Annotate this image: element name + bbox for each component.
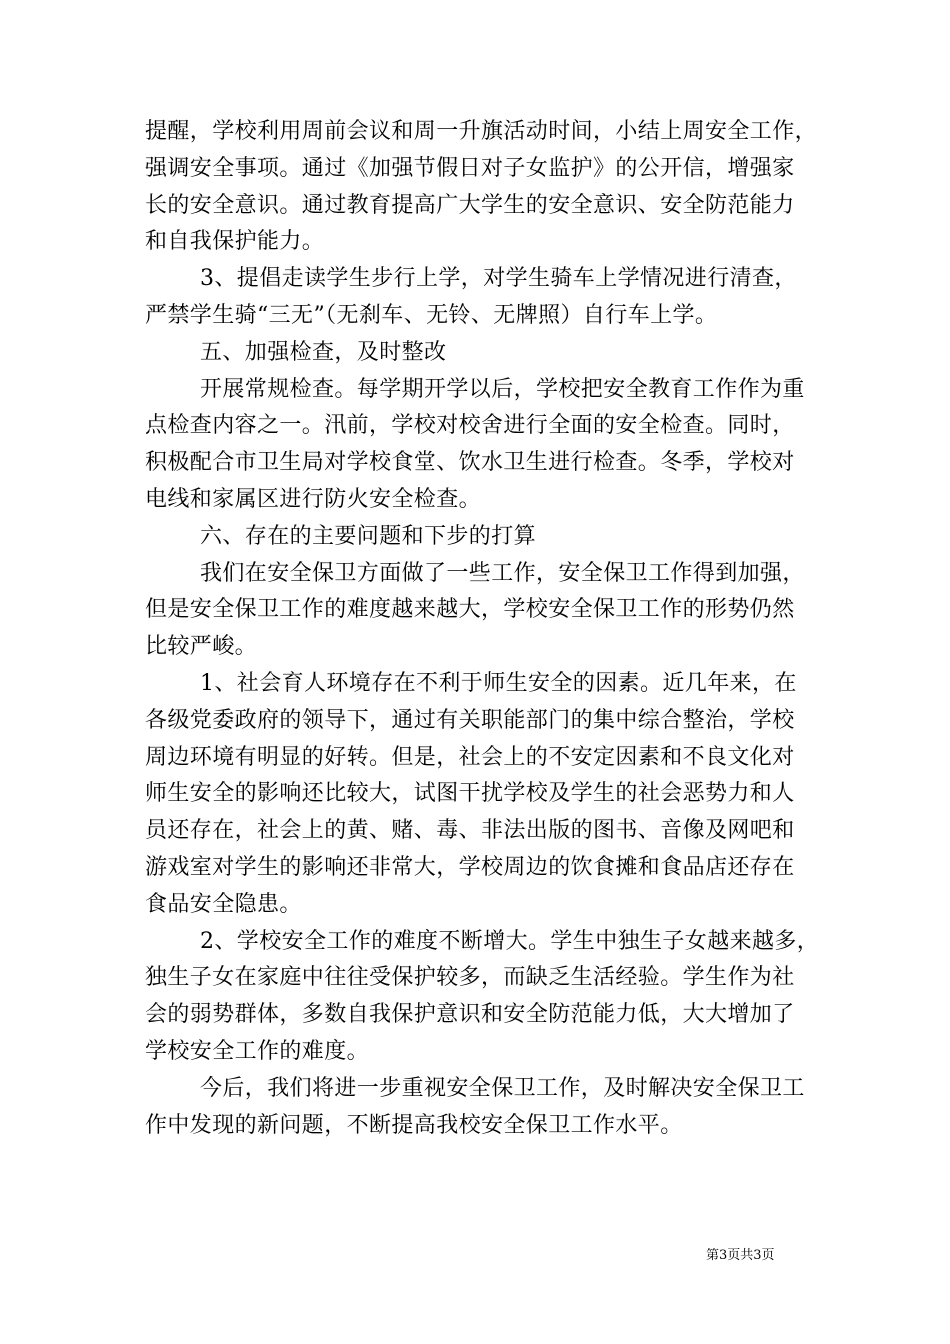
text-line: 点检查内容之一。汛前，学校对校舍进行全面的安全检查。同时， (145, 413, 795, 439)
text-line: 独生子女在家庭中往往受保护较多，而缺乏生活经验。学生作为社 (145, 965, 795, 991)
text-line: 各级党委政府的领导下，通过有关职能部门的集中综合整治，学校 (145, 707, 795, 733)
text-line: 但是安全保卫工作的难度越来越大，学校安全保卫工作的形势仍然 (145, 597, 795, 623)
text-line: 提醒，学校利用周前会议和周一升旗活动时间，小结上周安全工作， (145, 119, 818, 144)
text-line: 会的弱势群体，多数自我保护意识和安全防范能力低，大大增加了 (145, 1002, 795, 1028)
text-line: 师生安全的影响还比较大，试图干扰学校及学生的社会恶势力和人 (145, 781, 795, 807)
paragraph-2 (145, 261, 815, 335)
paragraph-1 (145, 114, 818, 261)
heading-line: 六、存在的主要问题和下步的打算 (200, 523, 537, 549)
text-line: 员还存在，社会上的黄、赌、毒、非法出版的图书、音像及网吧和 (145, 818, 795, 844)
text-line: 学校安全工作的难度。 (145, 1038, 370, 1064)
text-line: 比较严峻。 (145, 634, 258, 660)
text-line: 周边环境有明显的好转。但是，社会上的不安定因素和不良文化对 (145, 744, 795, 770)
text-line: 和自我保护能力。 (145, 229, 325, 255)
document-body (145, 114, 820, 1144)
text-line: 3、提倡走读学生步行上学，对学生骑车上学情况进行清查， (200, 266, 797, 292)
text-line: 今后，我们将进一步重视安全保卫工作，及时解决安全保卫工 (200, 1075, 805, 1101)
text-line: 严禁学生骑“三无”（无刹车、无铃、无牌照）自行车上学。 (145, 302, 718, 328)
text-line: 我们在安全保卫方面做了一些工作，安全保卫工作得到加强， (200, 560, 805, 586)
paragraph-3 (145, 372, 815, 519)
text-line: 开展常规检查。每学期开学以后，学校把安全教育工作作为重 (200, 376, 805, 402)
paragraph-5 (145, 666, 815, 924)
heading-line: 五、加强检查，及时整改 (200, 339, 447, 365)
section-heading-6 (145, 519, 815, 556)
text-line: 游戏室对学生的影响还非常大，学校周边的饮食摊和食品店还存在 (145, 854, 795, 880)
section-heading-5 (145, 335, 815, 372)
text-line: 食品安全隐患。 (145, 891, 302, 917)
paragraph-4 (145, 556, 815, 666)
text-line: 电线和家属区进行防火安全检查。 (145, 486, 482, 512)
text-line: 2、学校安全工作的难度不断增大。学生中独生子女越来越多， (200, 928, 820, 954)
text-line: 长的安全意识。通过教育提高广大学生的安全意识、安全防范能力 (145, 192, 795, 218)
text-line: 1、社会育人环境存在不利于师生安全的因素。近几年来，在 (200, 670, 797, 696)
text-line: 作中发现的新问题，不断提高我校安全保卫工作水平。 (145, 1112, 683, 1138)
paragraph-6 (145, 924, 820, 1071)
text-line: 强调安全事项。通过《加强节假日对子女监护》的公开信，增强家 (145, 155, 795, 181)
text-line: 积极配合市卫生局对学校食堂、饮水卫生进行检查。冬季，学校对 (145, 450, 795, 476)
page-number: 第3页共3页 (706, 1248, 775, 1263)
paragraph-7 (145, 1071, 815, 1145)
